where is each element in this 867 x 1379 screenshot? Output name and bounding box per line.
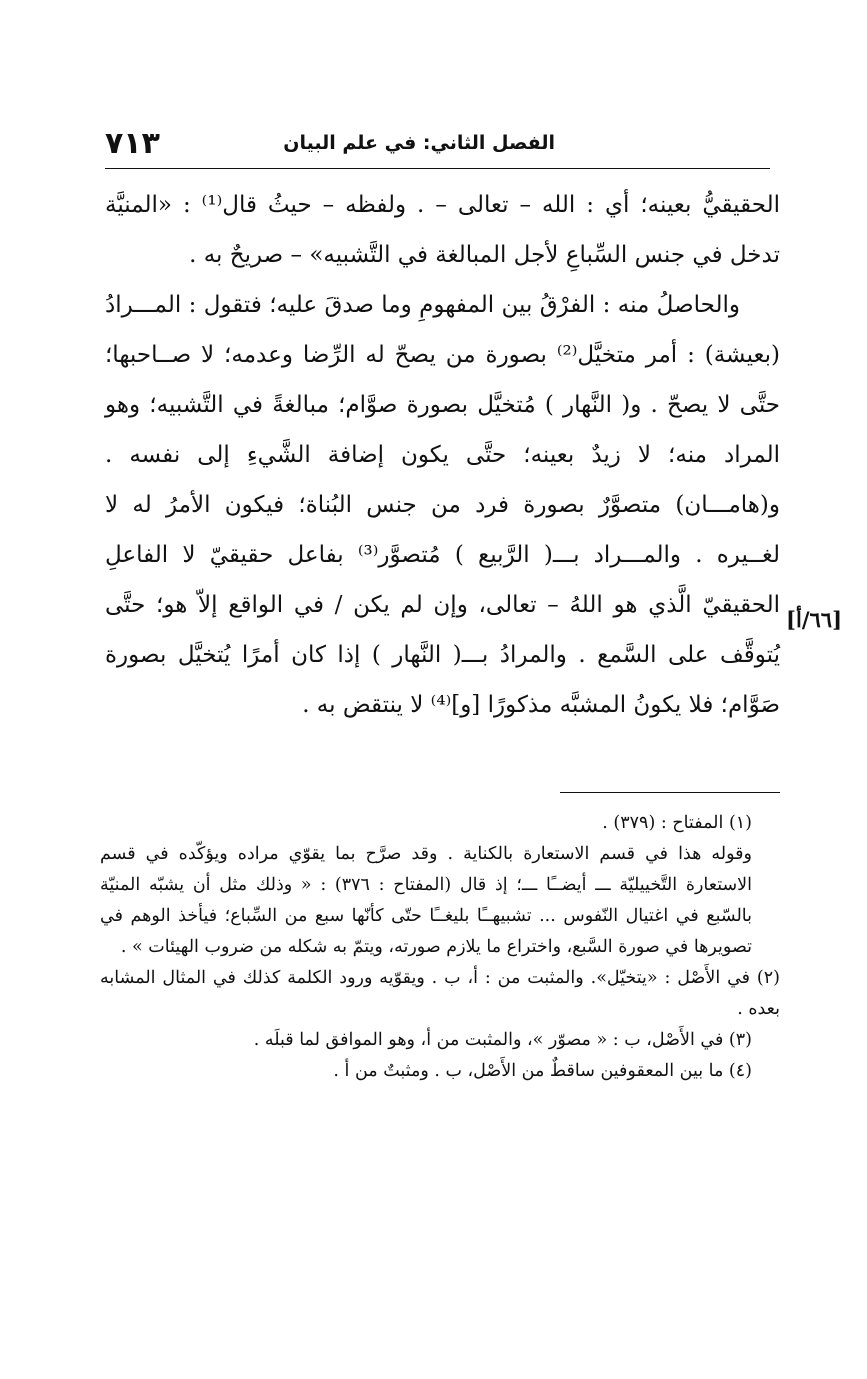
page-number: ٧١٣ (105, 126, 160, 161)
main-text (105, 180, 780, 730)
manuscript-folio-marker: [٦٦/أ] (786, 607, 842, 632)
footnote-1: (١) المفتاح : (٣٧٩) . (602, 813, 752, 833)
paragraph-1: الحقيقيُّ بعينه؛ أي : الله – تعالى – . ولفظه – حيثُ قال⁽¹⁾ : «المنيَّة تدخل في جنس السِّباعِ لأجل المبالغة في التَّشبيه» – صريحٌ به . (105, 192, 780, 268)
footnotes (100, 808, 780, 1087)
footnote-3: (٣) في الأَصْل، ب : « مصوّر »، والمثبت من أ، وهو الموافق لما قبلَه . (253, 1030, 752, 1050)
footnote-1-continuation: وقوله هذا في قسم الاستعارة بالكناية . وقد صرَّح بما يقوّي مراده ويؤكّده في قسم الاستعارة التَّخييليّة ـــ أيضــًا ـــ؛ إذ قال (المفتاح : ٣٧٦) : « وذلك مثل أن يشبّه المنيّة بالسّبع في اغتيال النّفوس ... تشبيهــًا بليغــًا حتّى كأنّها سبع من السِّباع؛ فيأخذ الوهم في تصويرها في صورة السَّبع، واختراع ما يلازم صورته، ويتمّ به شكله من ضروب الهيئات » . (100, 844, 752, 957)
chapter-title: الفصل الثاني: في علم البيان (283, 132, 555, 154)
footnote-4: (٤) ما بين المعقوفين ساقطٌ من الأَصْل، ب . ومثبتٌ من أ . (333, 1061, 752, 1081)
running-header (105, 126, 770, 166)
footnote-2: (٢) في الأَصْل : «يتخيّل». والمثبت من : أ، ب . ويقوّيه ورود الكلمة كذلك في المثال المشابه بعده . (100, 968, 780, 1019)
footnote-separator (560, 792, 780, 793)
paragraph-2: والحاصلُ منه : الفرْقُ بين المفهومِ وما صدقَ عليه؛ فتقول : المـــرادُ (بعيشة) : أمر متخيَّل⁽²⁾ بصورة من يصحّ له الرِّضا وعدمه؛ لا صــاحبها؛ حتَّى لا يصحّ . و( النَّهار ) مُتخيَّل بصورة صوَّام؛ مبالغةً في التَّشبيه؛ وهو المراد منه؛ لا زيدٌ بعينه؛ حتَّى يكون إضافة الشَّيءِ إلى نفسه . و(هامـــان) متصوَّرٌ بصورة فرد من جنس البُناة؛ فيكون الأمرُ له لا لغــيره . والمـــراد بـــ( الرَّبيع ) مُتصوَّر⁽³⁾ بفاعل حقيقيّ لا الفاعلِ الحقيقيّ الَّذي هو اللهُ – تعالى، وإن لم يكن / في الواقع إلاّ هو؛ حتَّى يُتوقَّف على السَّمع . والمرادُ بـــ( النَّهار ) إذا كان أمرًا يُتخيَّل بصورة صَوَّام؛ فلا يكونُ المشبَّه مذكورًا [و]⁽⁴⁾ لا ينتقض به . (105, 292, 780, 718)
header-rule (105, 168, 770, 169)
